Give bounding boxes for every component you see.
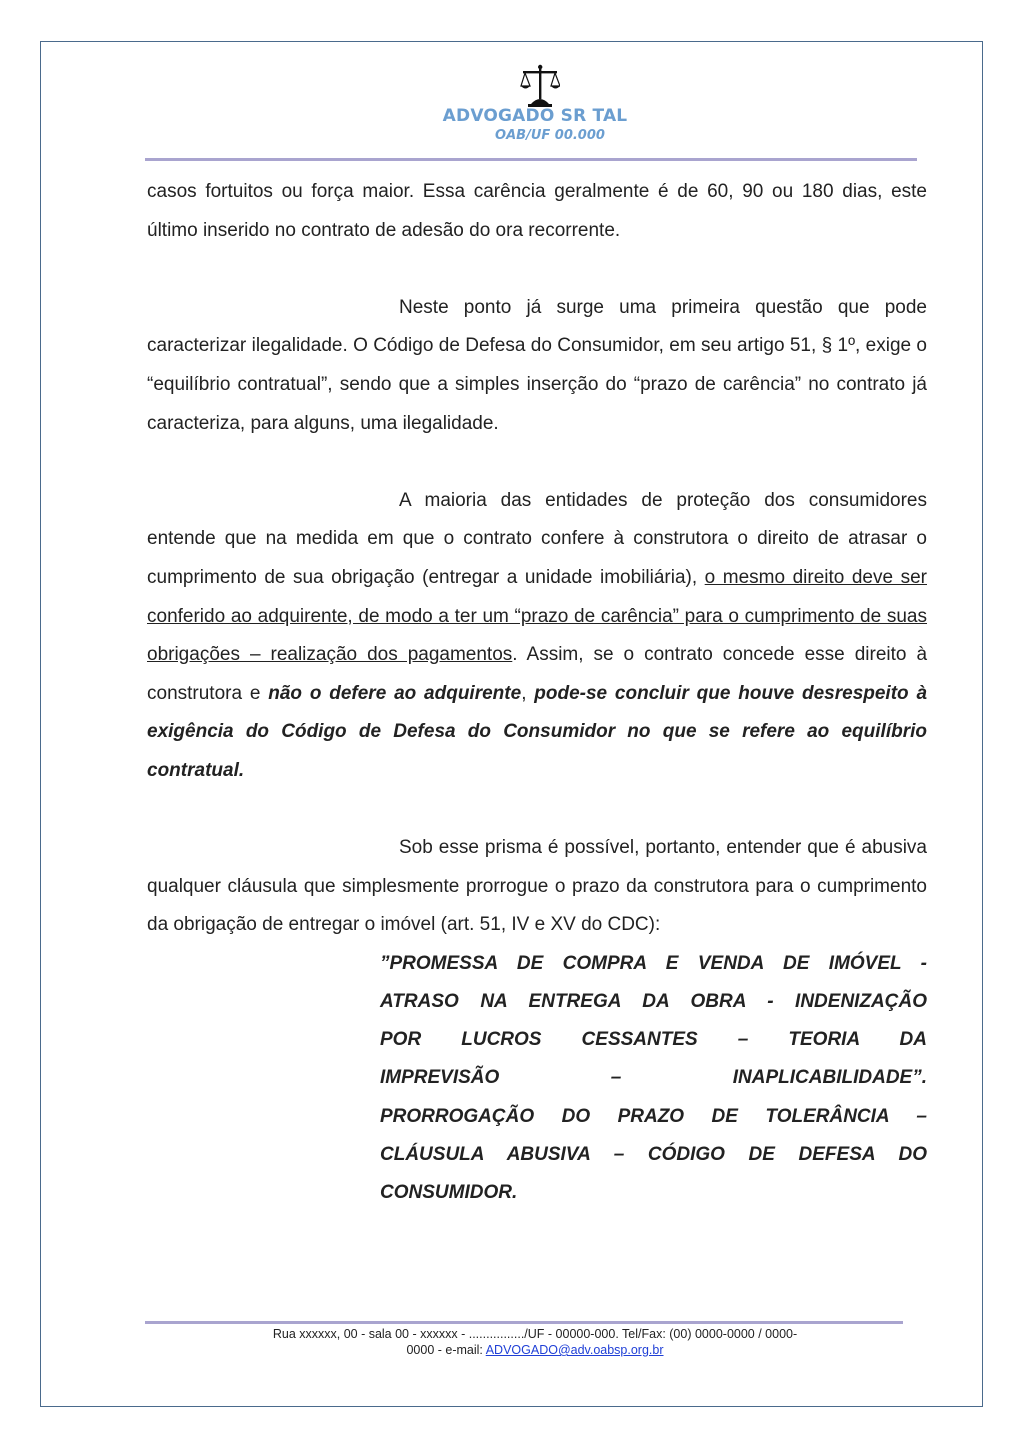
emphasis-text: não o defere ao adquirente (268, 682, 522, 704)
paragraph-3-text: A maioria das entidades de proteção dos consumidores entende que na medida em que o contrato confere à construtora o direito de atrasar o cumprimento de sua obrigação (entregar a unidade imobiliária), (147, 489, 927, 588)
paragraph-2: Neste ponto já surge uma primeira questão que pode caracterizar ilegalidade. O Código de Defesa do Consumidor, em seu artigo 51, § 1º, exige o “equilíbrio contratual”, sendo que a simples inserção do “prazo de carência” no contrato já caracteriza, para alguns, uma ilegalidade. (147, 296, 927, 434)
underlined-text: o mesmo direito deve ser conferido ao adquirente, de modo a ter um “prazo de carência” para o cumprimento de suas obrigações – realização dos pagamentos (147, 566, 927, 666)
quote-line: CONSUMIDOR. (380, 1182, 518, 1204)
document-body (147, 173, 927, 1212)
quote-line: PRORROGAÇÃO DO PRAZO DE TOLERÂNCIA – (380, 1105, 927, 1127)
paragraph-3-text: . Assim, se o contrato concede esse direito à construtora e (147, 644, 928, 704)
footer-contact (145, 1342, 925, 1358)
quote-line: IMPREVISÃO – INAPLICABILIDADE”. (380, 1067, 927, 1089)
footer-address: Rua xxxxxx, 00 - sala 00 - xxxxxx - ................/UF - 00000-000. Tel/Fax: (00) 0000-0000 / 0000- (272, 1327, 798, 1341)
quote-line: POR LUCROS CESSANTES – TEORIA DA (380, 1029, 927, 1051)
footer-email-label: 0000 - e-mail: (406, 1343, 486, 1357)
case-law-quote (380, 945, 927, 1212)
quote-line: ATRASO NA ENTREGA DA OBRA - INDENIZAÇÃO (380, 991, 927, 1013)
footer (145, 1326, 925, 1358)
quote-line: CLÁUSULA ABUSIVA – CÓDIGO DE DEFESA DO (380, 1143, 927, 1165)
firm-oab-number: OAB/UF 00.000 (495, 128, 605, 143)
paragraph-3-text: , (521, 682, 535, 704)
header-divider (145, 158, 917, 161)
scales-of-justice-icon (520, 64, 560, 108)
paragraph-4: Sob esse prisma é possível, portanto, entender que é abusiva qualquer cláusula que simplesmente prorrogue o prazo da construtora para o cumprimento da obrigação de entregar o imóvel (art. 51, IV e XV do CDC): (147, 837, 927, 936)
footer-divider (145, 1321, 903, 1324)
email-link[interactable]: ADVOGADO@adv.oabsp.org.br (485, 1343, 664, 1357)
firm-name: ADVOGADO SR TAL (442, 106, 628, 126)
paragraph-3 (147, 482, 927, 791)
paragraph-1: casos fortuitos ou força maior. Essa carência geralmente é de 60, 90 ou 180 dias, este último inserido no contrato de adesão do ora recorrente. (147, 181, 927, 241)
quote-line: ”PROMESSA DE COMPRA E VENDA DE IMÓVEL - (380, 952, 927, 974)
emphasis-text: pode-se concluir que houve desrespeito à exigência do Código de Defesa do Consumidor no que se refere ao equilíbrio contratual. (147, 682, 928, 781)
